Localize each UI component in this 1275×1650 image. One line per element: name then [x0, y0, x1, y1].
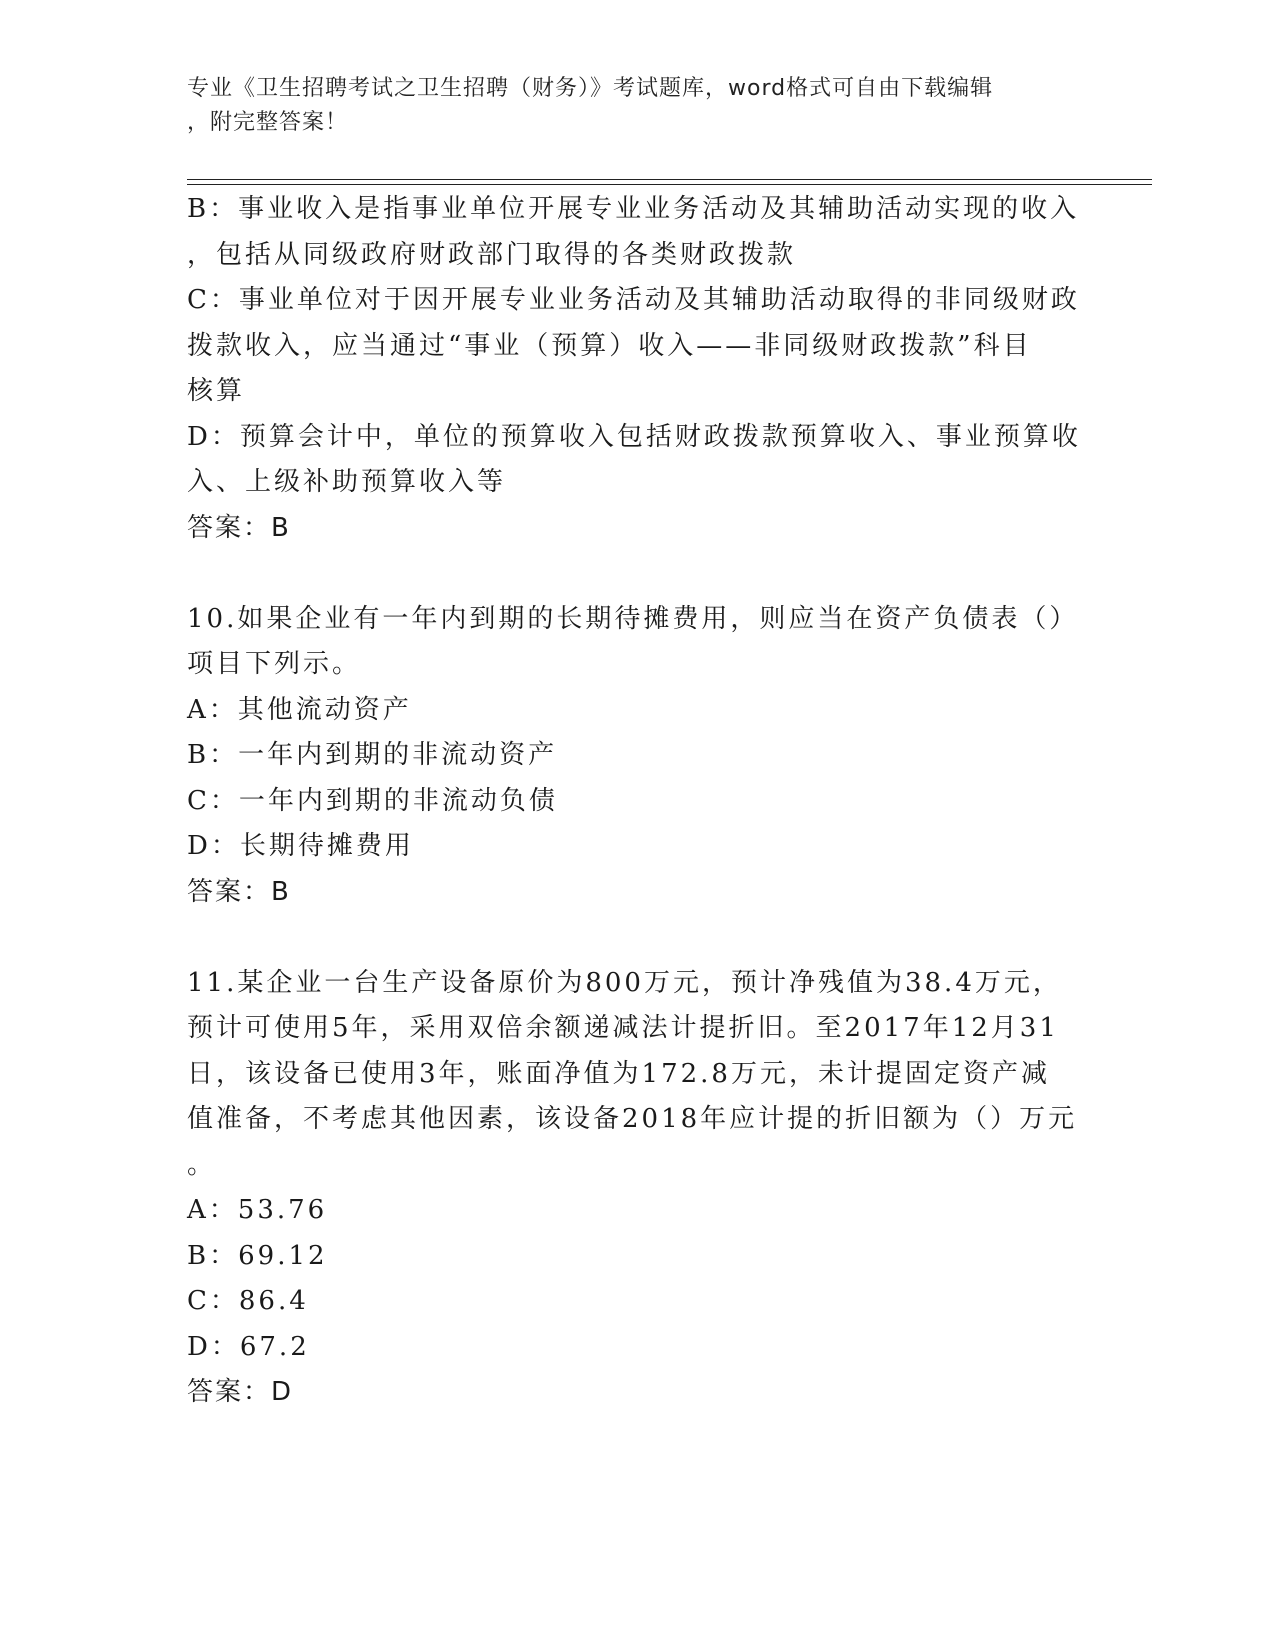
option-b: B：69.12 [187, 1240, 328, 1271]
spacer [187, 915, 1087, 961]
question-11 [187, 961, 1087, 1416]
option-c: C：86.4 [187, 1286, 309, 1316]
option-c: C：一年内到期的非流动负债 [187, 785, 558, 816]
header-divider [187, 184, 1152, 185]
question-stem-line: 11.某企业一台生产设备原价为800万元，预计净残值为38.4万元， [187, 967, 1062, 998]
question-stem-line: 10.如果企业有一年内到期的长期待摊费用，则应当在资产负债表（） [187, 603, 1079, 634]
question-stem-line: 值准备，不考虑其他因素，该设备2018年应计提的折旧额为（）万元 [187, 1104, 1078, 1134]
header-line: 专业《卫生招聘考试之卫生招聘（财务）》考试题库，word格式可自由下载编辑 [187, 76, 994, 101]
option-c-line: 拨款收入，应当通过“事业（预算）收入——非同级财政拨款”科目 [187, 330, 1032, 361]
option-a: A：其他流动资产 [187, 694, 412, 725]
document-body [187, 187, 1087, 1416]
answer-label: 答案：B [187, 512, 291, 543]
answer-label: 答案：D [187, 1377, 294, 1407]
question-stem-line: 日，该设备已使用3年，账面净值为172.8万元，未计提固定资产减 [187, 1058, 1050, 1089]
option-d-line: 入、上级补助预算收入等 [187, 467, 507, 497]
option-d: D：67.2 [187, 1331, 310, 1362]
question-stem-line: 预计可使用5年，采用双倍余额递减法计提折旧。至2017年12月31 [187, 1013, 1059, 1043]
spacer [187, 551, 1087, 597]
option-d-line: D：预算会计中，单位的预算收入包括财政拨款预算收入、事业预算收 [187, 421, 1081, 452]
option-b-line: ，包括从同级政府财政部门取得的各类财政拨款 [187, 239, 797, 270]
option-b-line: B：事业收入是指事业单位开展专业业务活动及其辅助活动实现的收入 [187, 194, 1080, 224]
option-a: A：53.76 [187, 1195, 328, 1225]
question-stem-line: 。 [187, 1149, 217, 1180]
answer-label: 答案：B [187, 876, 291, 907]
option-c-line: 核算 [187, 376, 246, 406]
question-9-remainder [187, 187, 1087, 551]
header-divider [187, 179, 1152, 180]
header-line: ，附完整答案！ [187, 110, 349, 135]
question-10 [187, 597, 1087, 916]
option-d: D：长期待摊费用 [187, 831, 414, 861]
option-b: B：一年内到期的非流动资产 [187, 740, 558, 770]
question-stem-line: 项目下列示。 [187, 649, 362, 679]
option-c-line: C：事业单位对于因开展专业业务活动及其辅助活动取得的非同级财政 [187, 285, 1080, 315]
document-header [187, 72, 1087, 140]
